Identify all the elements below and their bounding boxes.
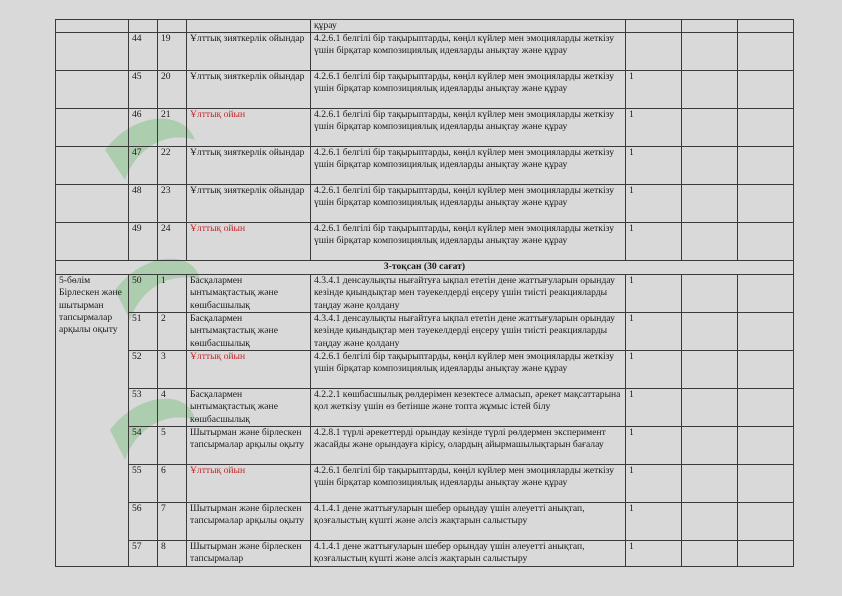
- topic-cell: Ұлттық зияткерлік ойындар: [187, 185, 311, 223]
- lesson-number: 21: [158, 109, 187, 147]
- empty-cell: [738, 71, 794, 109]
- empty-cell: [682, 541, 738, 567]
- row-number: 51: [129, 313, 158, 351]
- topic-cell: Ұлттық ойын: [187, 351, 311, 389]
- objective-cell: 4.1.4.1 дене жаттығуларын шебер орындау үшін әлеуетті анықтап, қозғалыстың күшті және әлсіз жақтарын салыстыру: [311, 503, 626, 541]
- empty-cell: [682, 503, 738, 541]
- empty-cell: [682, 389, 738, 427]
- table-row: [56, 185, 794, 223]
- hours-cell: 1: [626, 147, 682, 185]
- empty-cell: [682, 313, 738, 351]
- topic-cell: Шытырман және бірлескен тапсырмалар: [187, 541, 311, 567]
- curriculum-table: [55, 19, 794, 567]
- hours-cell: 1: [626, 109, 682, 147]
- lesson-number: 3: [158, 351, 187, 389]
- topic-cell: Басқалармен ынтымақтастық және көшбасшылық: [187, 313, 311, 351]
- topic-cell: Ұлттық ойын: [187, 465, 311, 503]
- section-cell-empty: [56, 147, 129, 185]
- objective-cell: 4.3.4.1 денсаулықты нығайтуға ықпал ететін дене жаттығуларын орындау кезінде қиындықтар мен тәуекелдерді еңсеру үшін тиісті реакцияларды таңдау және қолдану: [311, 313, 626, 351]
- hours-cell: 1: [626, 313, 682, 351]
- quarter-heading: 3-тоқсан (30 сағат): [56, 261, 794, 275]
- table-row: [56, 223, 794, 261]
- empty-cell: [738, 33, 794, 71]
- row-number: 55: [129, 465, 158, 503]
- table-row: [56, 109, 794, 147]
- objective-cell: 4.2.6.1 белгілі бір тақырыптарды, көңіл күйлер мен эмоцияларды жеткізу үшін бірқатар композициялық идеяларды анықтау және құрау: [311, 71, 626, 109]
- table-row: [56, 33, 794, 71]
- empty-cell: [682, 185, 738, 223]
- quarter-heading-row: [56, 261, 794, 275]
- section-cell-empty: [56, 109, 129, 147]
- table-row: [56, 275, 794, 313]
- empty-cell: [682, 427, 738, 465]
- section-label: 5-бөлім Бірлескен және шытырман тапсырмалар арқылы оқыту: [56, 275, 129, 567]
- hours-cell: 1: [626, 503, 682, 541]
- table-row: [56, 541, 794, 567]
- objective-cell: 4.1.4.1 дене жаттығуларын шебер орындау үшін әлеуетті анықтап, қозғалыстың күшті және әлсіз жақтарын салыстыру: [311, 541, 626, 567]
- lesson-number: 7: [158, 503, 187, 541]
- lesson-number: 23: [158, 185, 187, 223]
- lesson-number: 19: [158, 33, 187, 71]
- topic-cell: Ұлттық зияткерлік ойындар: [187, 33, 311, 71]
- section-cell-empty: [56, 223, 129, 261]
- hours-cell: 1: [626, 71, 682, 109]
- table-row: [56, 147, 794, 185]
- topic-cell: Ұлттық ойын: [187, 223, 311, 261]
- empty-cell: [738, 351, 794, 389]
- empty-cell: [682, 275, 738, 313]
- hours-cell: 1: [626, 275, 682, 313]
- lesson-number: 6: [158, 465, 187, 503]
- empty-cell: [738, 109, 794, 147]
- objective-cell: 4.2.6.1 белгілі бір тақырыптарды, көңіл күйлер мен эмоцияларды жеткізу үшін бірқатар композициялық идеяларды анықтау және құрау: [311, 465, 626, 503]
- empty-cell: [682, 223, 738, 261]
- topic-cell: Шытырман және бірлескен тапсырмалар арқылы оқыту: [187, 503, 311, 541]
- empty-cell: [738, 541, 794, 567]
- hours-cell: 1: [626, 389, 682, 427]
- objective-cell: 4.2.6.1 белгілі бір тақырыптарды, көңіл күйлер мен эмоцияларды жеткізу үшін бірқатар композициялық идеяларды анықтау және құрау: [311, 109, 626, 147]
- objective-cell: 4.2.8.1 түрлі әрекеттерді орындау кезінде түрлі рөлдермен эксперимент жасайды және орындауға кірісу, олардың айырмашылықтарын бағалау: [311, 427, 626, 465]
- topic-cell: Ұлттық ойын: [187, 109, 311, 147]
- row-number: 54: [129, 427, 158, 465]
- hours-cell: 1: [626, 465, 682, 503]
- table-row: [56, 389, 794, 427]
- lesson-number: 1: [158, 275, 187, 313]
- topic-cell: Шытырман және бірлескен тапсырмалар арқылы оқыту: [187, 427, 311, 465]
- empty-cell: [738, 503, 794, 541]
- empty-cell: [738, 313, 794, 351]
- hours-cell: 1: [626, 185, 682, 223]
- empty-cell: [682, 147, 738, 185]
- lesson-number: 5: [158, 427, 187, 465]
- table-row: [56, 351, 794, 389]
- empty-cell: [682, 465, 738, 503]
- lesson-number: 2: [158, 313, 187, 351]
- hours-cell: 1: [626, 541, 682, 567]
- hours-cell: 1: [626, 223, 682, 261]
- hours-cell: 1: [626, 427, 682, 465]
- row-number: 46: [129, 109, 158, 147]
- empty-cell: [682, 33, 738, 71]
- lesson-number: 8: [158, 541, 187, 567]
- row-number: 48: [129, 185, 158, 223]
- row-number: 47: [129, 147, 158, 185]
- row-number: 52: [129, 351, 158, 389]
- empty-cell: [682, 71, 738, 109]
- empty-cell: [738, 223, 794, 261]
- table-row: [56, 503, 794, 541]
- table-row: [56, 427, 794, 465]
- hours-cell: 1: [626, 351, 682, 389]
- topic-cell: Басқалармен ынтымақтастық және көшбасшылық: [187, 275, 311, 313]
- lesson-number: 22: [158, 147, 187, 185]
- empty-cell: [682, 351, 738, 389]
- row-number: 49: [129, 223, 158, 261]
- empty-cell: [738, 465, 794, 503]
- section-cell-empty: [56, 185, 129, 223]
- section-cell-empty: [56, 71, 129, 109]
- empty-cell: [738, 427, 794, 465]
- row-number: 56: [129, 503, 158, 541]
- objective-cell: 4.2.6.1 белгілі бір тақырыптарды, көңіл күйлер мен эмоцияларды жеткізу үшін бірқатар композициялық идеяларды анықтау және құрау: [311, 147, 626, 185]
- lesson-number: 4: [158, 389, 187, 427]
- topic-cell: Басқалармен ынтымақтастық және көшбасшылық: [187, 389, 311, 427]
- row-number: 50: [129, 275, 158, 313]
- empty-cell: [738, 275, 794, 313]
- topic-cell: Ұлттық зияткерлік ойындар: [187, 71, 311, 109]
- section-cell-empty: [56, 33, 129, 71]
- empty-cell: [738, 389, 794, 427]
- objective-cell: 4.2.2.1 көшбасшылық рөлдерімен кезектесе алмасып, әрекет мақсаттарына қол жеткізу үшін өз бетінше және топта жұмыс істей білу: [311, 389, 626, 427]
- row-number: 57: [129, 541, 158, 567]
- row-number: 53: [129, 389, 158, 427]
- topic-cell: Ұлттық зияткерлік ойындар: [187, 147, 311, 185]
- empty-cell: [738, 185, 794, 223]
- empty-cell: [738, 147, 794, 185]
- lesson-number: 20: [158, 71, 187, 109]
- row-number: 44: [129, 33, 158, 71]
- empty-cell: [682, 109, 738, 147]
- objective-cell: 4.2.6.1 белгілі бір тақырыптарды, көңіл күйлер мен эмоцияларды жеткізу үшін бірқатар композициялық идеяларды анықтау және құрау: [311, 351, 626, 389]
- objective-cell: 4.2.6.1 белгілі бір тақырыптарды, көңіл күйлер мен эмоцияларды жеткізу үшін бірқатар композициялық идеяларды анықтау және құрау: [311, 223, 626, 261]
- hours-cell: [626, 33, 682, 71]
- objective-cell: 4.2.6.1 белгілі бір тақырыптарды, көңіл күйлер мен эмоцияларды жеткізу үшін бірқатар композициялық идеяларды анықтау және құрау: [311, 185, 626, 223]
- table-row: [56, 71, 794, 109]
- table-row-continuation: [56, 20, 794, 33]
- lesson-number: 24: [158, 223, 187, 261]
- objective-cell: 4.2.6.1 белгілі бір тақырыптарды, көңіл күйлер мен эмоцияларды жеткізу үшін бірқатар композициялық идеяларды анықтау және құрау: [311, 33, 626, 71]
- objective-cell: құрау: [311, 20, 626, 33]
- table-row: [56, 465, 794, 503]
- table-row: [56, 313, 794, 351]
- row-number: 45: [129, 71, 158, 109]
- objective-cell: 4.3.4.1 денсаулықты нығайтуға ықпал ететін дене жаттығуларын орындау кезінде қиындықтар мен тәуекелдерді еңсеру үшін тиісті реакцияларды таңдау және қолдану: [311, 275, 626, 313]
